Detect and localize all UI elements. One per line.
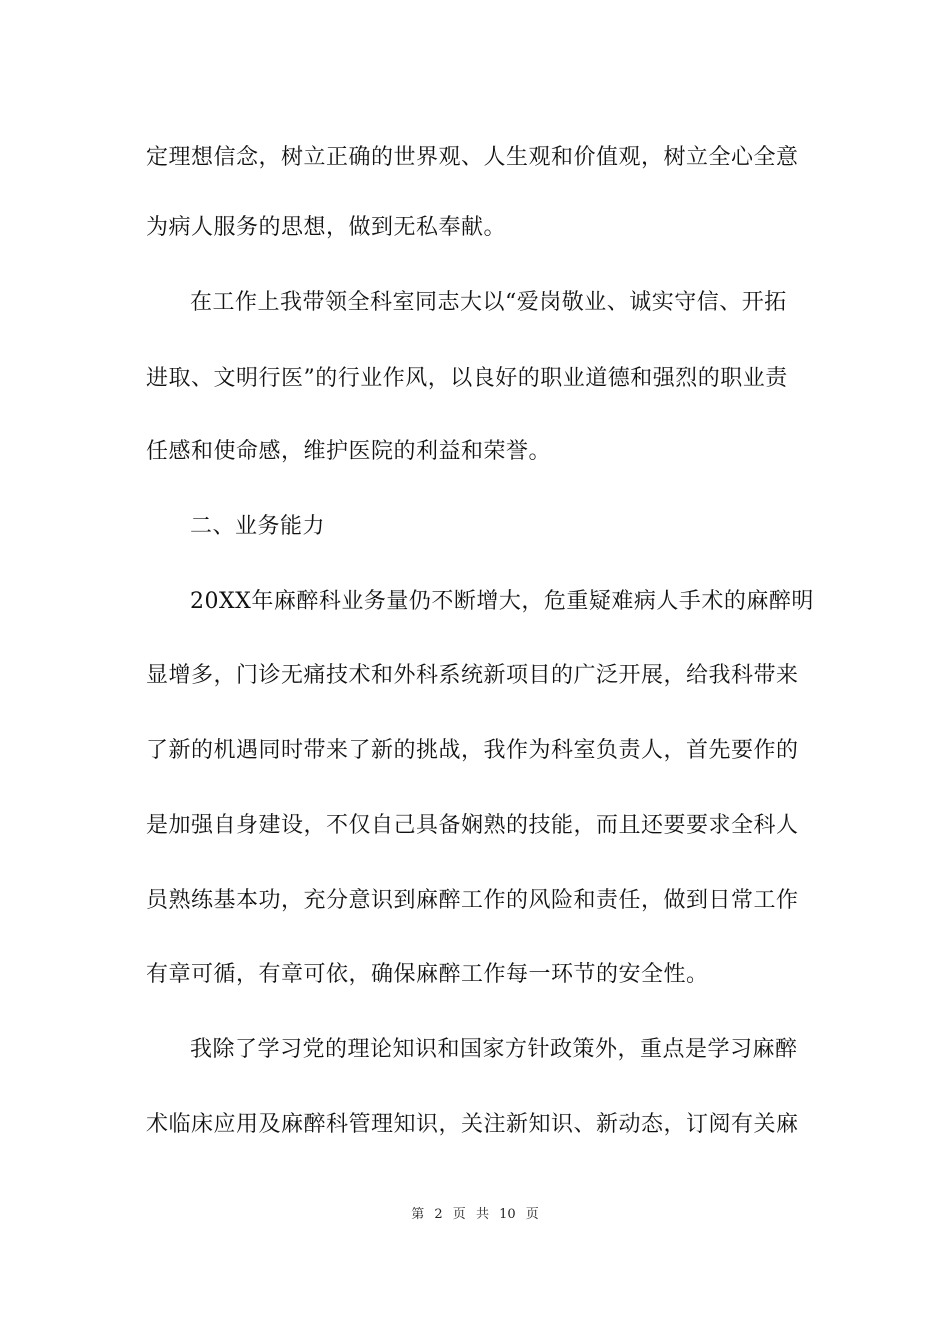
footer-total-pages: 10 — [499, 1207, 516, 1222]
text-line: 显增多，门诊无痛技术和外科系统新项目的广泛开展，给我科带来 — [146, 663, 799, 688]
text-line: 我除了学习党的理论知识和国家方针政策外，重点是学习麻醉 — [190, 1037, 798, 1062]
footer-prefix: 第 — [411, 1207, 425, 1222]
text-line: 是加强自身建设，不仅自己具备娴熟的技能，而且还要要求全科人 — [146, 813, 799, 838]
text-line: 定理想信念，树立正确的世界观、人生观和价值观，树立全心全意 — [146, 145, 799, 170]
text-line: 任感和使命感，维护医院的利益和荣誉。 — [146, 439, 552, 464]
text-line: 为病人服务的思想，做到无私奉献。 — [146, 215, 507, 240]
section-heading: 二、业务能力 — [190, 514, 326, 539]
text-line: 有章可循，有章可依，确保麻醉工作每一环节的安全性。 — [146, 962, 709, 987]
text-line: 了新的机遇同时带来了新的挑战，我作为科室负责人，首先要作的 — [146, 738, 799, 763]
text-line: 术临床应用及麻醉科管理知识，关注新知识、新动态，订阅有关麻 — [146, 1112, 799, 1137]
text-line: 20XX年麻醉科业务量仍不断增大，危重疑难病人手术的麻醉明 — [190, 589, 814, 614]
page-footer — [0, 1206, 950, 1224]
footer-middle-2: 共 — [475, 1207, 489, 1222]
text-line: 员熟练基本功，充分意识到麻醉工作的风险和责任，做到日常工作 — [146, 888, 799, 913]
footer-suffix: 页 — [525, 1207, 539, 1222]
text-line: 在工作上我带领全科室同志大以“爱岗敬业、诚实守信、开拓 — [190, 290, 787, 315]
footer-page-number: 2 — [434, 1207, 443, 1222]
text-line: 进取、文明行医”的行业作风，以良好的职业道德和强烈的职业责 — [146, 366, 788, 391]
footer-middle-1: 页 — [452, 1207, 466, 1222]
